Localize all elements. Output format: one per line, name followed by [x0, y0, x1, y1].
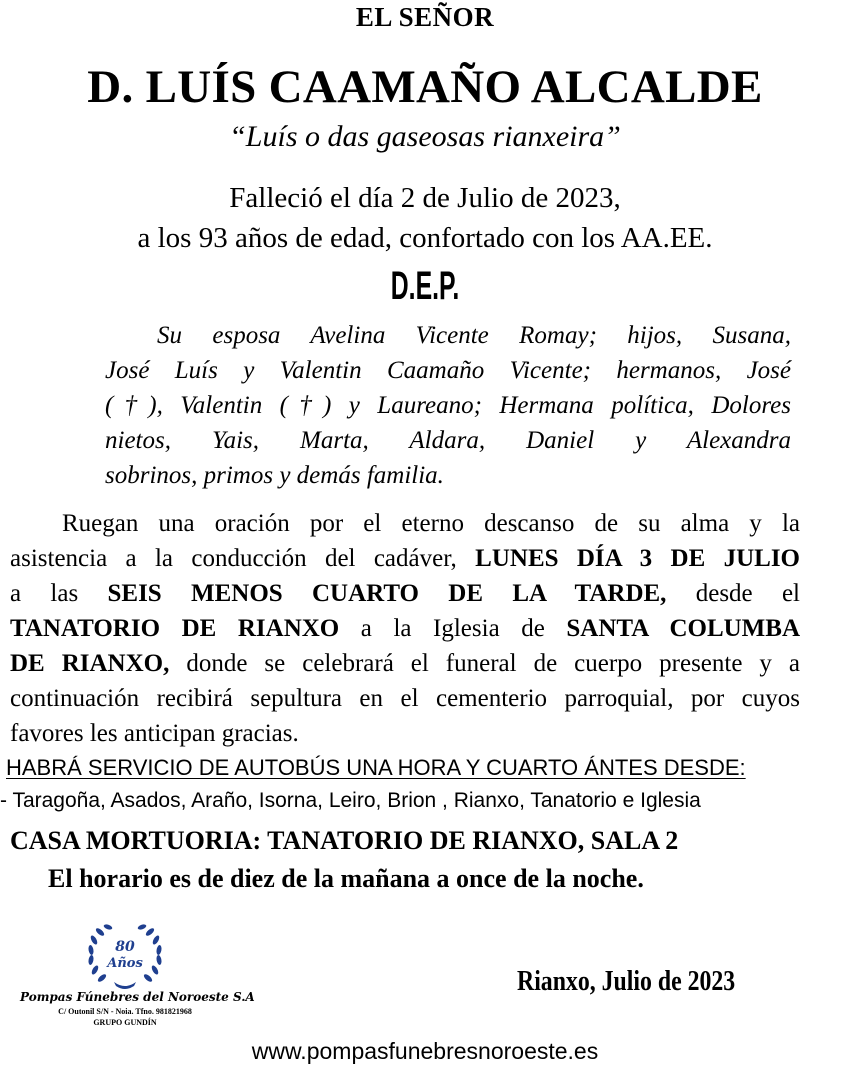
prayer-line	[10, 576, 800, 611]
service-day: LUNES DÍA 3 DE JULIO	[475, 545, 801, 572]
prayer-text: favores les anticipan gracias.	[10, 720, 299, 747]
visiting-hours: El horario es de diez de la mañana a once de la noche.	[48, 864, 644, 893]
prayer-text: a la Iglesia de	[339, 615, 567, 642]
family-paragraph	[105, 318, 791, 493]
prayer-text: asistencia a la conducción del cadáver,	[10, 545, 476, 572]
company-logo	[20, 920, 255, 1030]
bus-stops-list: - Taragoña, Asados, Araño, Isorna, Leiro, Brion , Rianxo, Tanatorio e Iglesia	[0, 789, 701, 812]
prayer-text: Ruegan una oración por el eterno descanso de su alma y la	[62, 510, 800, 537]
company-group: GRUPO GUNDÍN	[93, 1018, 157, 1027]
emblem-word: Años	[107, 956, 143, 971]
family-line: (†), Valentin (†) y Laureano; Hermana política, Dolores	[105, 392, 791, 419]
company-name: Pompas Fúnebres del Noroeste S.A	[20, 990, 255, 1004]
prayer-line	[10, 541, 800, 576]
family-line: Su esposa Avelina Vicente Romay; hijos, Susana,	[157, 322, 791, 349]
website-link[interactable]: www.pompasfunebresnoroeste.es	[251, 1038, 599, 1064]
church-name: SANTA COLUMBA	[566, 615, 801, 642]
dep-heading: D.E.P.	[390, 264, 460, 308]
company-address: C/ Outonil S/N - Noia. Tfno. 981821968	[58, 1007, 192, 1016]
emblem-number: 80	[115, 939, 135, 955]
prayer-text: continuación recibirá sepultura en el cementerio parroquial, por cuyos	[10, 685, 800, 712]
mortuary-location: CASA MORTUORIA: TANATORIO DE RIANXO, SALA 2	[10, 826, 679, 855]
prayer-line	[10, 716, 800, 751]
prayer-text: desde el	[666, 580, 800, 607]
death-date-line: Falleció el día 2 de Julio de 2023,	[229, 182, 621, 214]
family-line: nietos, Yais, Marta, Aldara, Daniel y Alexandra	[105, 427, 791, 454]
prayer-paragraph	[10, 506, 800, 751]
prayer-text: a las	[10, 580, 108, 607]
family-line: José Luís y Valentin Caamaño Vicente; hermanos, José	[105, 357, 791, 384]
prayer-line	[10, 506, 800, 541]
service-time: SEIS MENOS CUARTO DE LA TARDE,	[107, 580, 667, 607]
prayer-line	[10, 646, 800, 681]
bus-service-heading: HABRÁ SERVICIO DE AUTOBÚS UNA HORA Y CUARTO ÁNTES DESDE:	[6, 755, 746, 780]
departure-place: TANATORIO DE RIANXO	[10, 615, 340, 642]
family-line: sobrinos, primos y demás familia.	[105, 462, 444, 489]
prayer-text: donde se celebrará el funeral de cuerpo presente y a	[169, 650, 801, 677]
prayer-line	[10, 611, 800, 646]
laurel-wreath-icon	[80, 920, 170, 992]
place-and-date: Rianxo, Julio de 2023	[517, 966, 736, 997]
prayer-line	[10, 681, 800, 716]
death-age-line: a los 93 años de edad, confortado con los AA.EE.	[137, 222, 713, 254]
church-name-cont: DE RIANXO,	[10, 650, 170, 677]
deceased-nickname: “Luís o das gaseosas rianxeira”	[229, 120, 621, 153]
announcement-heading: EL SEÑOR	[355, 2, 495, 32]
deceased-name: D. LUÍS CAAMAÑO ALCALDE	[87, 61, 763, 113]
